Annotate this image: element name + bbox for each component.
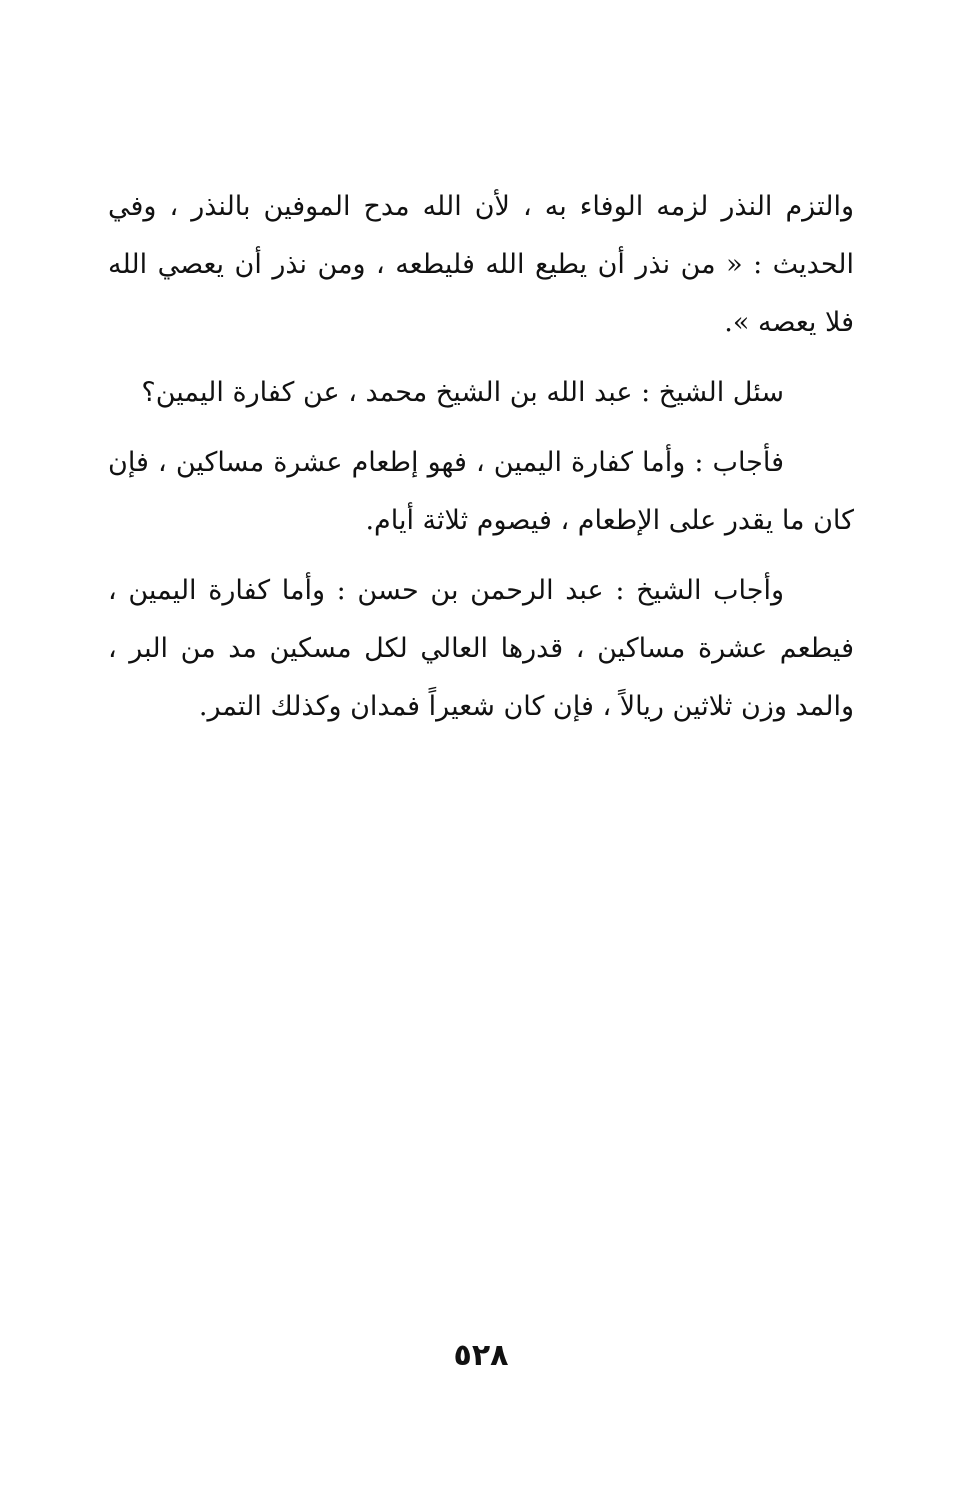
paragraph-vow: والتزم النذر لزمه الوفاء به ، لأن الله مدح الموفين بالنذر ، وفي الحديث : « من نذر أن يطيع الله فليطعه ، ومن نذر أن يعصي الله فلا يعصه ».	[108, 191, 854, 338]
body-text	[108, 178, 854, 748]
page-number: ٥٢٨	[453, 1338, 509, 1373]
paragraph-question: سئل الشيخ : عبد الله بن الشيخ محمد ، عن كفارة اليمين؟	[141, 377, 784, 408]
paragraph-answer-2: وأجاب الشيخ : عبد الرحمن بن حسن : وأما كفارة اليمين ، فيطعم عشرة مساكين ، قدرها العالي لكل مسكين مد من البر ، والمد وزن ثلاثين ريالاً ، فإن كان شعيراً فمدان وكذلك التمر.	[108, 575, 854, 722]
paragraph-answer-1: فأجاب : وأما كفارة اليمين ، فهو إطعام عشرة مساكين ، فإن كان ما يقدر على الإطعام ، فيصوم ثلاثة أيام.	[108, 447, 854, 536]
